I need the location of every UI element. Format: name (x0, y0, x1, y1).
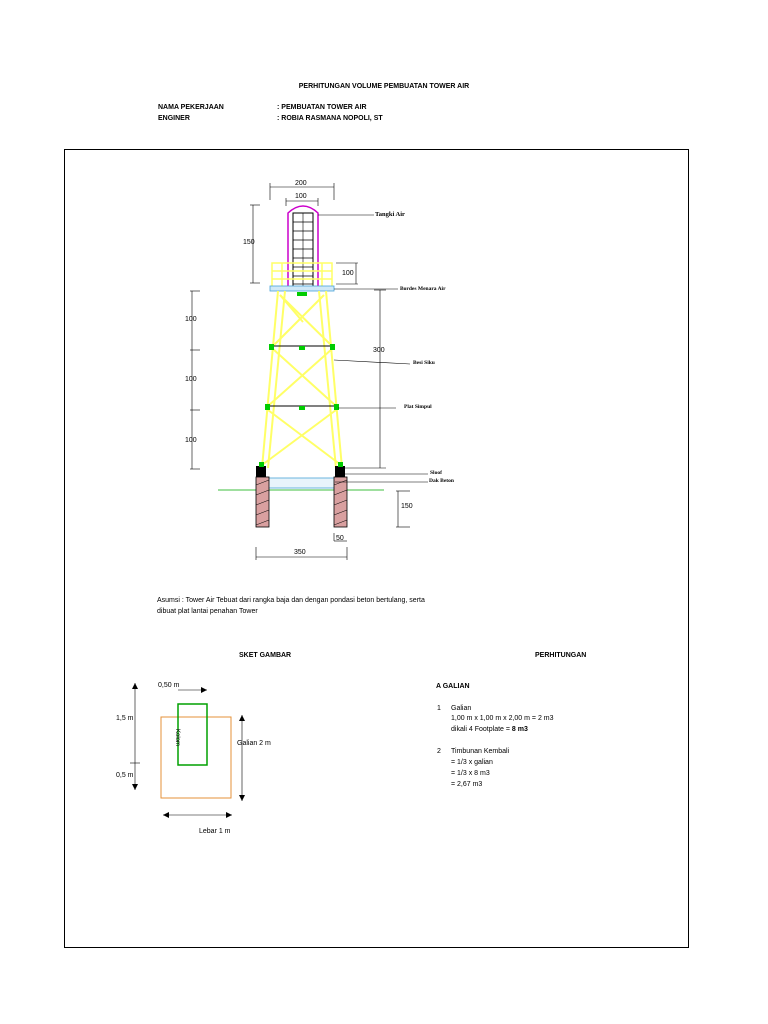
dim-segment-2: 100 (185, 376, 197, 383)
dim-tank-height: 150 (243, 239, 255, 246)
callout-sloof: Sloof (430, 470, 442, 476)
sketch-width-top: 0,50 m (158, 682, 180, 689)
calc-item-2-no: 2 (437, 748, 441, 755)
calc-total-value: 8 m3 (511, 726, 528, 733)
dim-base-width: 350 (294, 549, 306, 556)
calc-item-2-line-3: = 2,67 m3 (451, 781, 483, 788)
calc-item-1-total (451, 726, 528, 733)
callout-angle: Besi Siku (413, 360, 435, 366)
engineer-value: : ROBIA RASMANA NOPOLI, ST (277, 115, 383, 122)
sketch-heading: SKET GAMBAR (239, 652, 292, 659)
calc-item-1-line: 1,00 m x 1,00 m x 2,00 m = 2 m3 (451, 715, 554, 722)
sketch-excavation: Galian 2 m (237, 740, 271, 747)
dim-platform-height: 100 (342, 270, 354, 277)
tower-frame (262, 291, 342, 468)
platform-deck (270, 286, 334, 291)
callout-slab: Dak Beton (429, 478, 454, 484)
assumption-line-1: Asumsi : Tower Air Tebuat dari rangka baja dan dengan pondasi beton bertulang, serta (157, 597, 425, 604)
calc-total-prefix: dikali 4 Footplate = (451, 726, 512, 733)
sketch-height-upper: 1,5 m (116, 715, 134, 722)
assumption-line-2: dibuat plat lantai penahan Tower (157, 608, 258, 615)
dim-top-width: 200 (295, 180, 307, 187)
calc-item-1-no: 1 (437, 705, 441, 712)
dim-segment-3: 100 (185, 437, 197, 444)
dim-footing-depth: 150 (401, 503, 413, 510)
calc-item-2-title: Timbunan Kembali (451, 748, 510, 755)
dim-footing-width: 50 (336, 535, 344, 542)
calc-heading: PERHITUNGAN (535, 652, 587, 659)
footing-sketch (130, 683, 245, 818)
calc-section: A GALIAN (436, 683, 470, 690)
sketch-height-lower: 0,5 m (116, 772, 134, 779)
sketch-column-label: Kolom (174, 729, 180, 747)
water-tank (288, 206, 318, 289)
callout-tank: Tangki Air (375, 211, 405, 218)
engineer-label: ENGINER (158, 115, 190, 122)
job-name-value: : PEMBUATAN TOWER AIR (277, 104, 367, 111)
foundation (218, 462, 384, 527)
calc-item-1-title: Galian (451, 705, 472, 712)
callout-plate: Plat Simpul (404, 404, 432, 410)
page-title: PERHITUNGAN VOLUME PEMBUATAN TOWER AIR (298, 83, 470, 90)
job-name-label: NAMA PEKERJAAN (158, 104, 224, 111)
callout-platform: Bordes Menara Air (400, 286, 446, 292)
calc-item-2-line-1: = 1/3 x galian (451, 759, 493, 766)
dim-segment-1: 100 (185, 316, 197, 323)
dim-tower-total: 300 (373, 347, 385, 354)
dim-tank-width: 100 (295, 193, 307, 200)
sketch-width-bottom: Lebar 1 m (199, 828, 231, 835)
calc-item-2-line-2: = 1/3 x 8 m3 (451, 770, 490, 777)
